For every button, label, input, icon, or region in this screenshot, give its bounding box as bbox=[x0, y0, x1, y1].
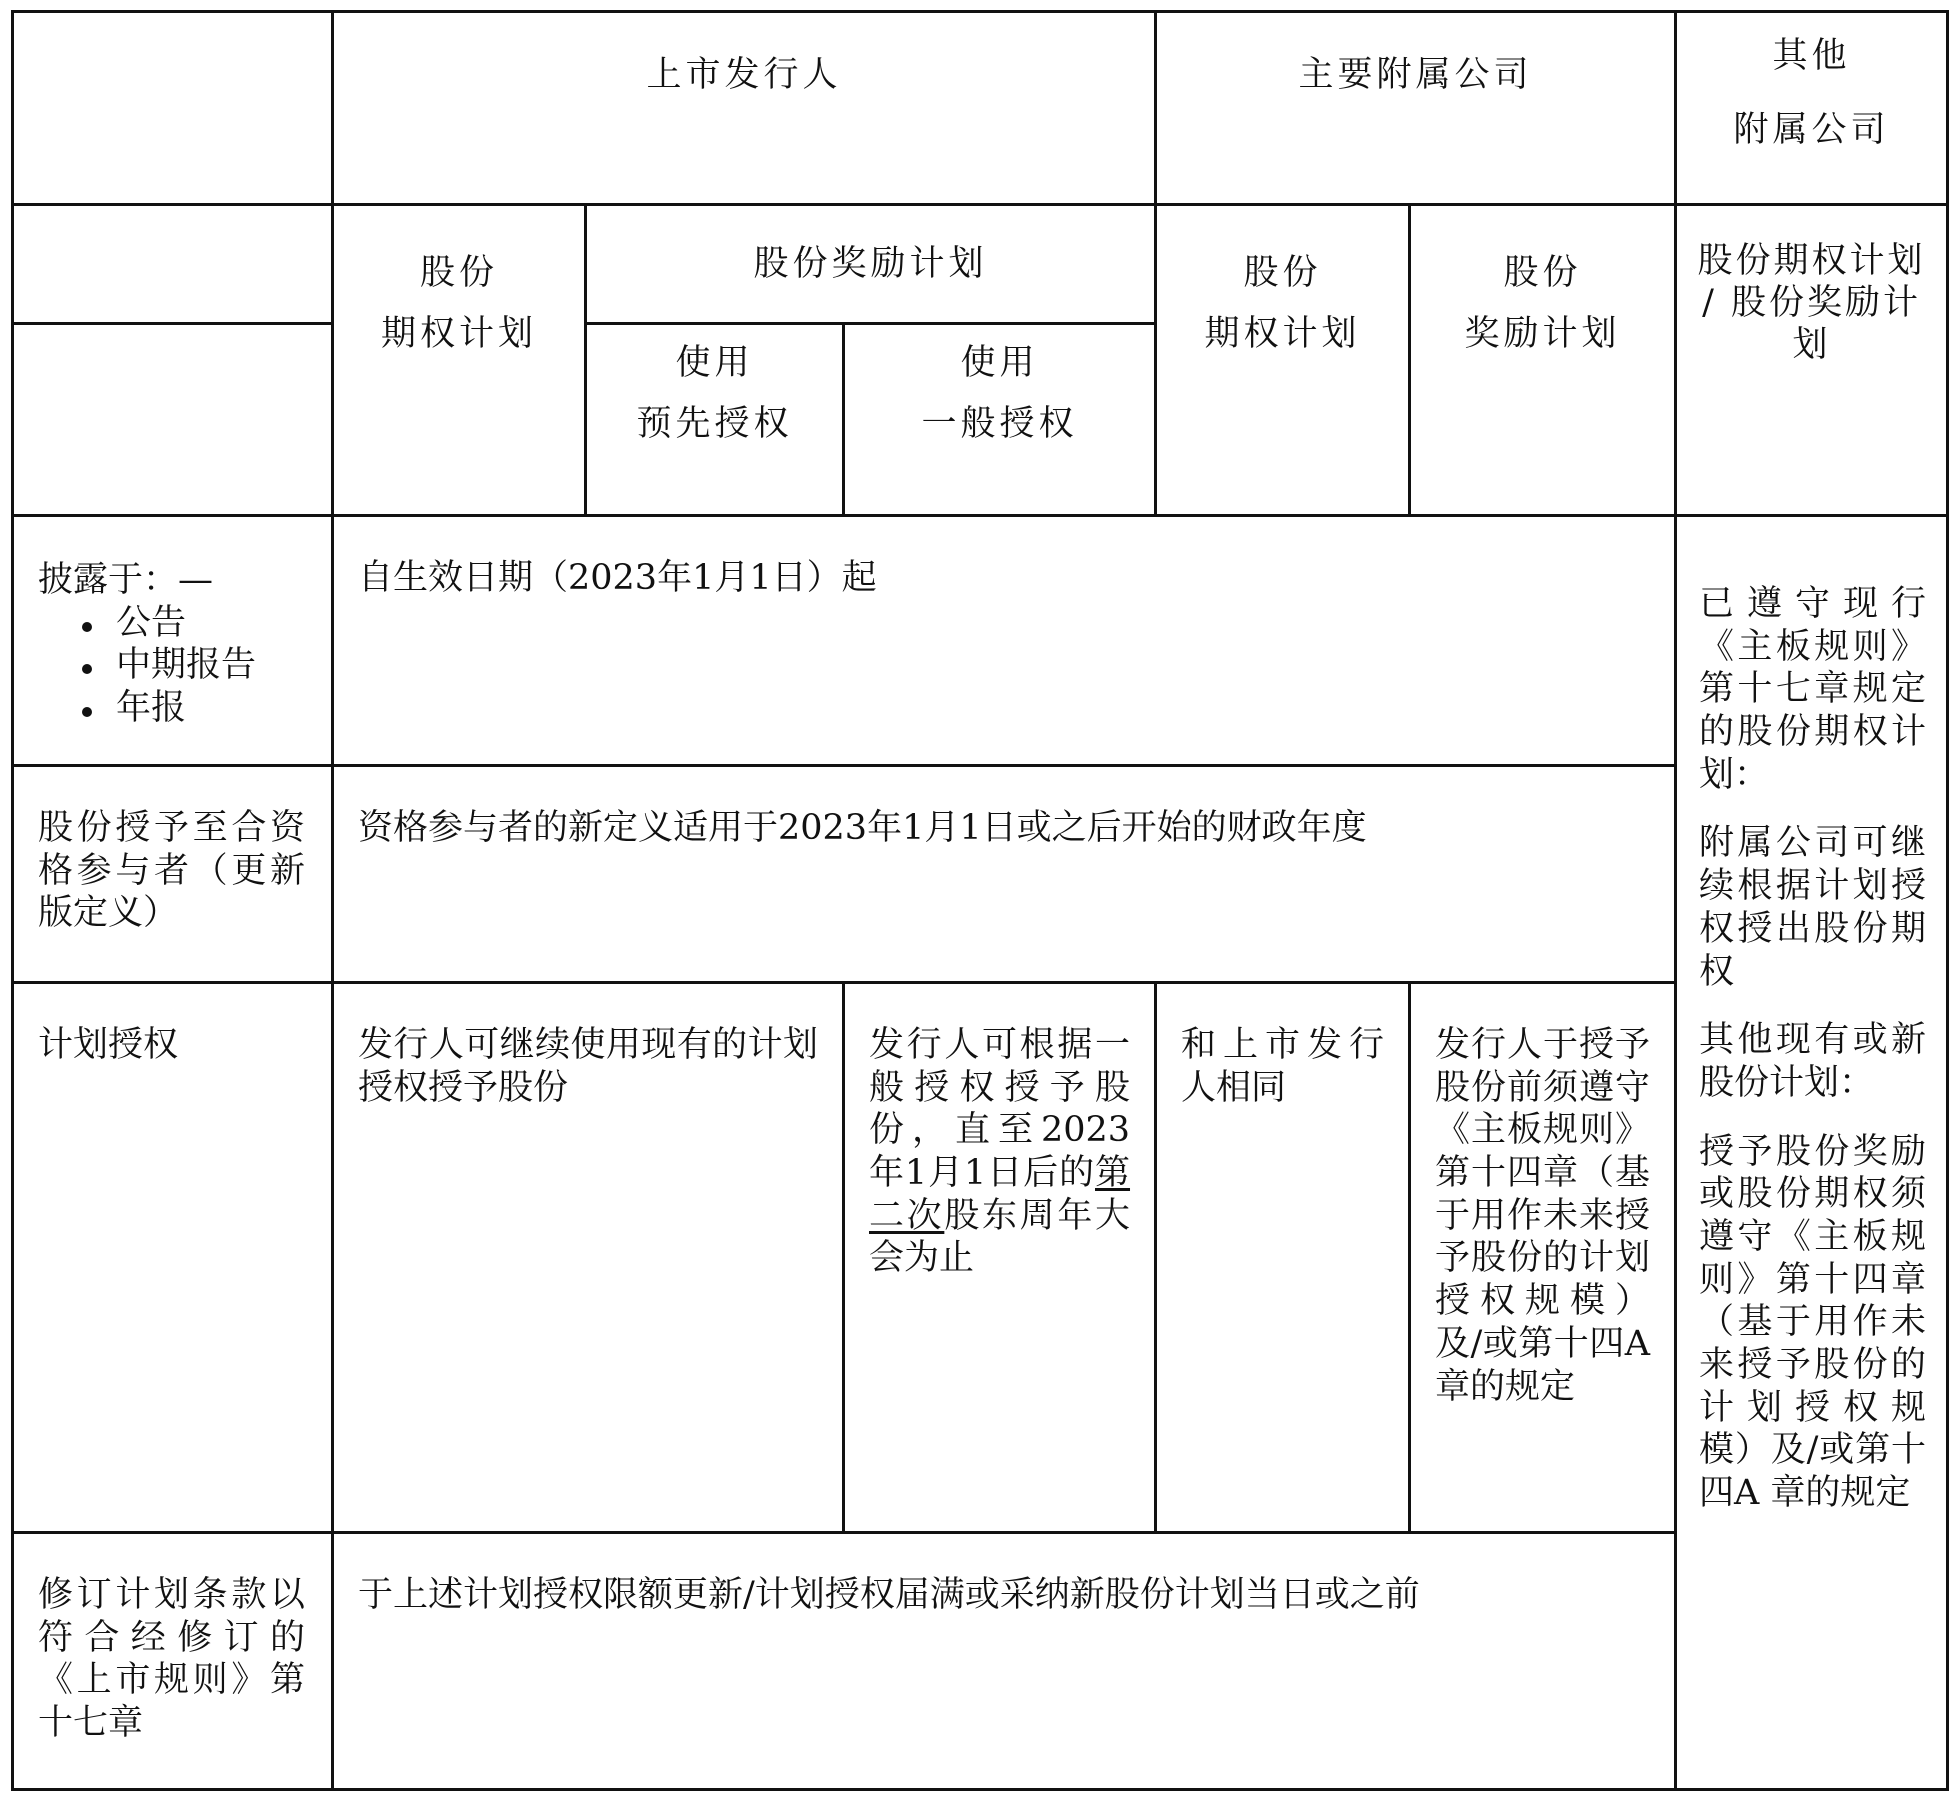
other-subsidiary-header-line-1: 其他 bbox=[1772, 36, 1851, 76]
other-column-paragraph-2: 附属公司可继续根据计划授权授出股份期权 bbox=[1699, 823, 1927, 992]
disclosure-item-annual-report: 年报 bbox=[88, 687, 305, 730]
scheme-mandate-row bbox=[13, 983, 1948, 1533]
principal-award-scheme-line-1: 股份 bbox=[1503, 253, 1582, 293]
other-scheme-header: 股份期权计划 / 股份奖励计划 bbox=[1676, 205, 1948, 516]
principal-same-as-issuer-cell: 和上市发行人相同 bbox=[1156, 983, 1410, 1533]
principal-option-scheme-line-2: 期权计划 bbox=[1204, 314, 1361, 355]
share-scheme-comparison-table bbox=[11, 10, 1949, 1791]
header-blank-cell-2 bbox=[13, 205, 333, 324]
grantee-label: 股份授予至合资格参与者（更新版定义） bbox=[13, 766, 333, 983]
amend-terms-label: 修订计划条款以符合经修订的《上市规则》第十七章 bbox=[13, 1533, 333, 1790]
other-column-paragraph-1: 已遵守现行《主板规则》第十七章规定的股份期权计划： bbox=[1699, 584, 1927, 795]
grantee-value: 资格参与者的新定义适用于2023年1月1日或之后开始的财政年度 bbox=[333, 766, 1676, 983]
other-subsidiary-header-line-2: 附属公司 bbox=[1733, 109, 1890, 150]
other-subsidiary-header bbox=[1676, 12, 1948, 205]
header-blank-cell bbox=[13, 12, 333, 205]
issuer-option-scheme-line-2: 期权计划 bbox=[380, 314, 537, 355]
use-mandate-in-advance-line-2: 预先授权 bbox=[636, 404, 793, 445]
amend-terms-row bbox=[13, 1533, 1948, 1790]
disclosure-row bbox=[13, 516, 1948, 766]
issuer-option-scheme-line-1: 股份 bbox=[419, 253, 498, 293]
issuer-option-scheme-header bbox=[333, 205, 586, 516]
disclosure-item-announcement: 公告 bbox=[88, 602, 305, 645]
use-mandate-in-advance-header bbox=[586, 324, 844, 516]
issuer-header: 上市发行人 bbox=[333, 12, 1156, 205]
disclosure-list bbox=[38, 602, 305, 730]
principal-option-scheme-header bbox=[1156, 205, 1410, 516]
principal-award-scheme-header bbox=[1410, 205, 1676, 516]
principal-award-scheme-rule-cell: 发行人于授予股份前须遵守《主板规则》第十四章（基于用作未来授予股份的计划授权规模）及/或第十四A章的规定 bbox=[1410, 983, 1676, 1533]
header-row-2 bbox=[13, 205, 1948, 324]
grantee-row bbox=[13, 766, 1948, 983]
principal-subsidiary-header: 主要附属公司 bbox=[1156, 12, 1676, 205]
header-row-1 bbox=[13, 12, 1948, 205]
principal-option-scheme-line-1: 股份 bbox=[1243, 253, 1322, 293]
amend-terms-value: 于上述计划授权限额更新/计划授权届满或采纳新股份计划当日或之前 bbox=[333, 1533, 1676, 1790]
use-general-mandate-header bbox=[844, 324, 1156, 516]
use-mandate-in-advance-line-1: 使用 bbox=[675, 343, 754, 383]
other-column-paragraph-3: 其他现有或新股份计划： bbox=[1699, 1020, 1927, 1103]
use-general-mandate-line-2: 一般授权 bbox=[921, 404, 1078, 445]
issuer-general-mandate-text-b: 股东周年大会为止 bbox=[869, 1195, 1131, 1279]
disclosure-label-cell bbox=[13, 516, 333, 766]
scheme-mandate-label: 计划授权 bbox=[13, 983, 333, 1533]
second-agm-underlined: 第二次 bbox=[869, 1153, 1131, 1236]
issuer-general-mandate-cell bbox=[844, 983, 1156, 1533]
other-column-paragraph-4: 授予股份奖励或股份期权须遵守《主板规则》第十四章（基于用作未来授予股份的计划授权规模）及/或第十四A 章的规定 bbox=[1699, 1131, 1927, 1514]
other-subsidiary-column bbox=[1676, 516, 1948, 1790]
principal-award-scheme-line-2: 奖励计划 bbox=[1464, 314, 1621, 355]
disclosure-item-interim-report: 中期报告 bbox=[88, 644, 305, 687]
disclosure-value: 自生效日期（2023年1月1日）起 bbox=[333, 516, 1676, 766]
issuer-award-scheme-header: 股份奖励计划 bbox=[586, 205, 1156, 324]
issuer-general-mandate-text-a: 发行人可根据一般授权授予股份，直至2023年1月1日后的 bbox=[869, 1025, 1131, 1194]
use-general-mandate-line-1: 使用 bbox=[960, 343, 1039, 383]
issuer-existing-mandate-cell: 发行人可继续使用现有的计划授权授予股份 bbox=[333, 983, 844, 1533]
disclosure-label: 披露于：— bbox=[38, 560, 214, 600]
header-blank-cell-3 bbox=[13, 324, 333, 516]
